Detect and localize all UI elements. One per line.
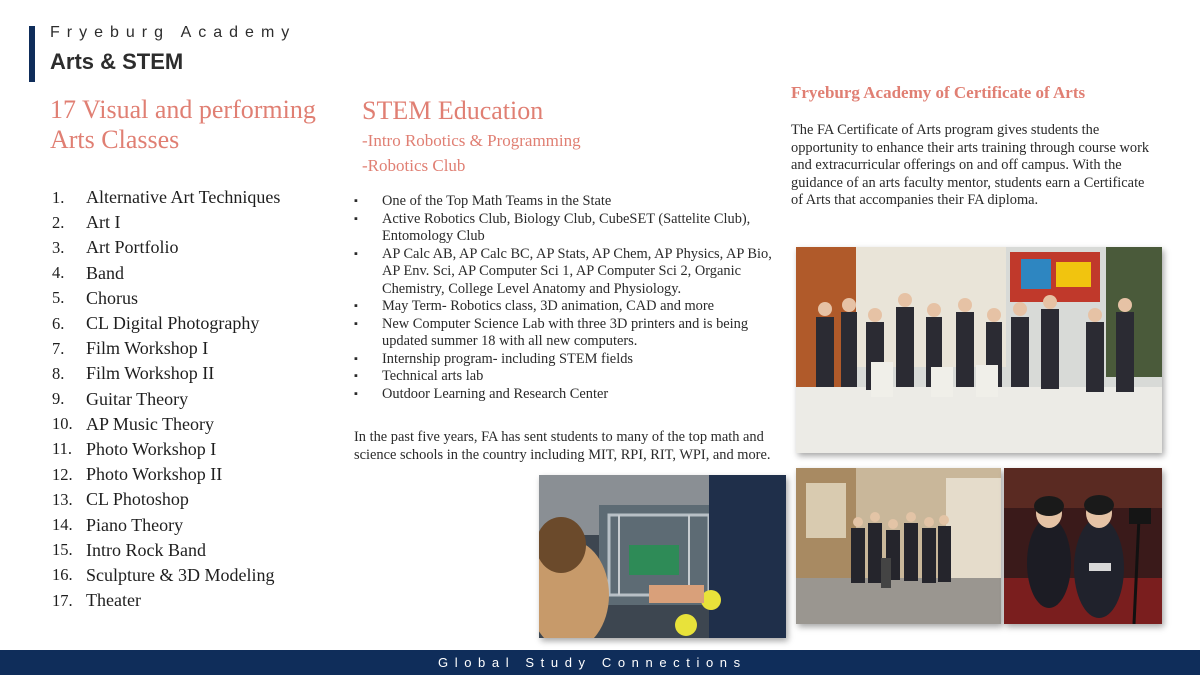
bullet-icon: ▪ <box>354 300 358 312</box>
bullet-text: New Computer Science Lab with three 3D printers and is being updated summer 18 with all new computers. <box>382 315 749 349</box>
list-item <box>52 361 280 386</box>
list-item <box>52 563 280 588</box>
stem-heading: STEM Education <box>362 96 544 125</box>
certificate-heading: Fryeburg Academy of Certificate of Arts <box>791 83 1086 102</box>
list-number: 12. <box>52 464 73 484</box>
list-label: Art I <box>86 212 121 233</box>
list-number: 9. <box>52 389 65 409</box>
list-number: 15. <box>52 540 73 560</box>
bullet-icon: ▪ <box>354 212 358 225</box>
list-item <box>52 235 280 260</box>
arts-class-list <box>52 185 280 613</box>
brand-title: Fryeburg Academy <box>50 24 297 41</box>
list-number: 4. <box>52 263 65 283</box>
list-number: 6. <box>52 313 65 333</box>
list-label: Theater <box>86 590 141 611</box>
list-item <box>52 412 280 437</box>
list-label: Photo Workshop I <box>86 438 217 459</box>
list-item <box>354 368 784 386</box>
bullet-icon: ▪ <box>354 247 358 260</box>
bullet-text: May Term- Robotics class, 3D animation, CAD and more <box>382 298 715 314</box>
list-label: Piano Theory <box>86 514 184 535</box>
list-number: 2. <box>52 212 65 232</box>
list-item <box>52 261 280 286</box>
list-number: 1. <box>52 187 65 207</box>
bullet-text: One of the Top Math Teams in the State <box>382 193 612 209</box>
list-item <box>354 211 784 246</box>
list-number: 11. <box>52 439 73 459</box>
list-label: Film Workshop II <box>86 363 215 384</box>
bullet-icon: ▪ <box>354 195 358 207</box>
page-subtitle: Arts & STEM <box>50 49 184 74</box>
studio-recording-photo <box>1004 468 1162 624</box>
footer-text: Global Study Connections <box>438 655 747 670</box>
list-label: Alternative Art Techniques <box>86 187 281 208</box>
list-item <box>354 193 784 211</box>
list-label: Art Portfolio <box>86 237 179 258</box>
list-label: Sculpture & 3D Modeling <box>86 564 275 585</box>
list-label: Band <box>86 262 124 283</box>
stem-bullet-list <box>354 193 784 403</box>
bullet-text: Outdoor Learning and Research Center <box>382 385 609 402</box>
stem-subheading-robotics-programming: -Intro Robotics & Programming <box>362 131 581 150</box>
stem-subheading-robotics-club: -Robotics Club <box>362 156 466 175</box>
bullet-text: Technical arts lab <box>382 368 484 384</box>
bullet-text: Active Robotics Club, Biology Club, CubeSET (Sattelite Club), Entomology Club <box>382 210 751 244</box>
list-number: 10. <box>52 414 73 434</box>
bullet-text: Internship program- including STEM fields <box>382 350 633 367</box>
list-item <box>52 210 280 235</box>
list-label: Intro Rock Band <box>86 539 206 560</box>
list-number: 14. <box>52 515 73 535</box>
list-label: Guitar Theory <box>86 388 189 409</box>
list-number: 16. <box>52 565 73 585</box>
list-item <box>52 462 280 487</box>
certificate-paragraph: The FA Certificate of Arts program gives students the opportunity to enhance their arts training through course work and extracurricular offerings on and off campus. With the guidance of an arts faculty mentor, students earn a Certificate of Arts that accompanies their FA diploma. <box>791 122 1150 208</box>
list-number: 3. <box>52 237 65 257</box>
list-item <box>354 246 784 299</box>
list-item <box>52 588 280 613</box>
list-item <box>52 286 280 311</box>
list-number: 5. <box>52 288 65 308</box>
bullet-icon: ▪ <box>354 317 358 330</box>
list-item <box>354 351 784 369</box>
list-item <box>52 437 280 462</box>
list-item <box>52 538 280 563</box>
stem-college-paragraph: In the past five years, FA has sent students to many of the top math and science schools in the country including MIT, RPI, RIT, WPI, and more. <box>354 429 771 463</box>
bullet-icon: ▪ <box>354 370 358 382</box>
list-item <box>354 386 784 404</box>
list-number: 17. <box>52 590 73 610</box>
list-item <box>52 336 280 361</box>
list-item <box>354 298 784 316</box>
list-label: Photo Workshop II <box>86 464 223 485</box>
bullet-text: AP Calc AB, AP Calc BC, AP Stats, AP Chem, AP Physics, AP Bio, AP Env. Sci, AP Computer Sci 1, AP Computer Sci 2, Organic Chemistry, College Level Anatomy and Physiology. <box>382 245 772 297</box>
list-number: 13. <box>52 489 73 509</box>
arts-heading: 17 Visual and performing Arts Classes <box>50 95 316 154</box>
list-item <box>354 316 784 351</box>
lobby-group-photo <box>796 468 1001 624</box>
list-label: Chorus <box>86 287 139 308</box>
list-label: CL Photoshop <box>86 489 189 510</box>
list-item <box>52 387 280 412</box>
list-label: Film Workshop I <box>86 338 209 359</box>
list-label: AP Music Theory <box>86 413 214 434</box>
students-group-photo <box>796 247 1162 453</box>
robotics-photo <box>539 475 786 638</box>
bullet-icon: ▪ <box>354 387 358 400</box>
bullet-icon: ▪ <box>354 352 358 365</box>
list-label: CL Digital Photography <box>86 313 260 334</box>
list-number: 7. <box>52 338 65 358</box>
footer-bar <box>0 650 1200 675</box>
list-item <box>52 487 280 512</box>
header-accent-bar <box>29 26 35 82</box>
list-item <box>52 311 280 336</box>
list-item <box>52 512 280 537</box>
list-item <box>52 185 280 210</box>
list-number: 8. <box>52 363 65 383</box>
